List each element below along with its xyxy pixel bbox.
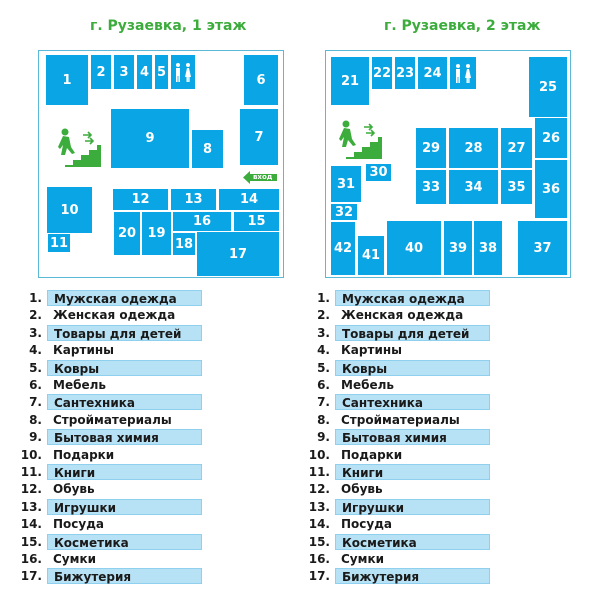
legend-number: 12. bbox=[308, 482, 330, 497]
legend-number: 16. bbox=[308, 552, 330, 566]
legend-item bbox=[12, 481, 282, 497]
legend-number: 11. bbox=[308, 465, 330, 479]
legend-number: 10. bbox=[20, 447, 42, 462]
legend-item bbox=[12, 534, 282, 550]
legend-item bbox=[300, 412, 570, 428]
room-5[interactable]: 5 bbox=[154, 54, 169, 90]
room-7[interactable]: 7 bbox=[239, 108, 279, 166]
legend-item bbox=[300, 307, 570, 323]
legend-store-name: Ковры bbox=[47, 360, 202, 376]
legend-item bbox=[300, 290, 570, 306]
legend-item bbox=[12, 499, 282, 515]
legend-item bbox=[12, 516, 282, 532]
legend-store-name: Подарки bbox=[53, 447, 115, 462]
legend-number: 10. bbox=[308, 447, 330, 462]
legend-store-name: Книги bbox=[47, 464, 202, 480]
legend-item bbox=[300, 516, 570, 532]
legend-store-name: Картины bbox=[341, 343, 403, 358]
room-2[interactable]: 2 bbox=[90, 54, 112, 90]
legend-store-name: Бижутерия bbox=[335, 568, 490, 584]
legend-number: 14. bbox=[308, 517, 330, 532]
legend-number: 8. bbox=[317, 412, 330, 427]
legend-number: 5. bbox=[29, 360, 42, 375]
restroom-icon bbox=[450, 57, 476, 89]
room-20[interactable]: 20 bbox=[113, 211, 141, 256]
legend-number: 5. bbox=[317, 360, 330, 375]
legend-store-name: Косметика bbox=[47, 534, 202, 550]
legend-store-name: Стройматериалы bbox=[53, 412, 172, 427]
entrance-label: вход bbox=[253, 173, 273, 181]
restroom-block bbox=[170, 54, 196, 90]
legend-store-name: Сантехника bbox=[335, 394, 490, 410]
room-17[interactable]: 17 bbox=[196, 231, 280, 277]
legend-store-name: Игрушки bbox=[47, 499, 202, 515]
legend-store-name: Картины bbox=[53, 343, 115, 358]
legend-item bbox=[300, 325, 570, 341]
room-36[interactable]: 36 bbox=[534, 159, 568, 219]
legend-store-name: Посуда bbox=[341, 517, 393, 532]
room-11[interactable]: 11 bbox=[47, 233, 71, 253]
legend-number: 4. bbox=[317, 343, 330, 358]
legend-number: 15. bbox=[20, 534, 42, 549]
stairs-icon bbox=[57, 127, 103, 167]
legend-number: 6. bbox=[29, 378, 42, 392]
legend-store-name: Косметика bbox=[335, 534, 490, 550]
legend-number: 8. bbox=[29, 412, 42, 427]
legend-number: 1. bbox=[317, 291, 330, 305]
room-24[interactable]: 24 bbox=[417, 56, 448, 90]
room-34[interactable]: 34 bbox=[448, 169, 499, 205]
room-41[interactable]: 41 bbox=[357, 235, 385, 276]
legend-store-name: Мужская одежда bbox=[335, 290, 490, 306]
legend-number: 17. bbox=[308, 569, 330, 584]
restroom-icon bbox=[171, 55, 195, 89]
legend-item bbox=[12, 394, 282, 410]
room-6[interactable]: 6 bbox=[243, 54, 279, 106]
floor2-plan bbox=[325, 50, 571, 278]
legend-number: 17. bbox=[20, 569, 42, 584]
room-15[interactable]: 15 bbox=[233, 211, 280, 232]
legend-item bbox=[12, 447, 282, 463]
legend-item bbox=[300, 447, 570, 463]
legend-store-name: Товары для детей bbox=[47, 325, 202, 341]
legend-store-name: Обувь bbox=[341, 482, 383, 497]
legend-number: 2. bbox=[317, 308, 330, 323]
room-38[interactable]: 38 bbox=[473, 220, 503, 276]
legend-number: 11. bbox=[20, 465, 42, 479]
legend-item bbox=[12, 568, 282, 584]
legend-store-name: Женская одежда bbox=[341, 308, 464, 323]
legend-store-name: Стройматериалы bbox=[341, 412, 460, 427]
legend-number: 2. bbox=[29, 308, 42, 323]
room-10[interactable]: 10 bbox=[46, 186, 93, 234]
room-37[interactable]: 37 bbox=[517, 220, 568, 276]
room-19[interactable]: 19 bbox=[141, 211, 172, 256]
room-8[interactable]: 8 bbox=[191, 129, 224, 169]
legend-item bbox=[300, 429, 570, 445]
room-32[interactable]: 32 bbox=[330, 203, 358, 221]
legend-item bbox=[300, 394, 570, 410]
room-27[interactable]: 27 bbox=[500, 127, 533, 169]
legend-number: 14. bbox=[20, 517, 42, 532]
legend-number: 7. bbox=[317, 395, 330, 410]
legend-number: 3. bbox=[317, 325, 330, 340]
legend-store-name: Сантехника bbox=[47, 394, 202, 410]
legend-item bbox=[12, 412, 282, 428]
room-26[interactable]: 26 bbox=[534, 117, 568, 159]
legend-store-name: Обувь bbox=[53, 482, 95, 497]
legend-item bbox=[12, 307, 282, 323]
legend-item bbox=[300, 499, 570, 515]
floor1-title: г. Рузаевка, 1 этаж bbox=[90, 18, 247, 34]
room-1[interactable]: 1 bbox=[45, 54, 89, 106]
room-21[interactable]: 21 bbox=[330, 56, 370, 106]
room-23[interactable]: 23 bbox=[394, 56, 416, 90]
legend-item bbox=[300, 464, 570, 480]
legend-store-name: Мебель bbox=[53, 378, 106, 392]
legend-number: 13. bbox=[308, 499, 330, 514]
room-42[interactable]: 42 bbox=[330, 221, 356, 276]
legend-item bbox=[12, 290, 282, 306]
room-39[interactable]: 39 bbox=[443, 220, 473, 276]
room-33[interactable]: 33 bbox=[415, 169, 447, 205]
legend-number: 12. bbox=[20, 482, 42, 497]
room-35[interactable]: 35 bbox=[500, 169, 533, 205]
room-16[interactable]: 16 bbox=[172, 211, 232, 232]
legend-store-name: Женская одежда bbox=[53, 308, 176, 323]
legend-number: 9. bbox=[29, 430, 42, 445]
legend-item bbox=[300, 360, 570, 376]
legend-number: 9. bbox=[317, 430, 330, 445]
legend-item bbox=[12, 377, 282, 393]
room-31[interactable]: 31 bbox=[330, 165, 362, 203]
legend-store-name: Ковры bbox=[335, 360, 490, 376]
room-30[interactable]: 30 bbox=[365, 163, 392, 182]
room-14[interactable]: 14 bbox=[218, 188, 280, 211]
room-3[interactable]: 3 bbox=[113, 54, 135, 90]
legend-store-name: Сумки bbox=[341, 552, 384, 566]
room-22[interactable]: 22 bbox=[371, 56, 393, 90]
legend-store-name: Бытовая химия bbox=[335, 429, 490, 445]
legend-item bbox=[12, 551, 282, 567]
legend-item bbox=[12, 360, 282, 376]
legend-store-name: Бижутерия bbox=[47, 568, 202, 584]
legend-store-name: Товары для детей bbox=[335, 325, 490, 341]
legend-item bbox=[300, 377, 570, 393]
legend-number: 15. bbox=[308, 534, 330, 549]
legend-store-name: Подарки bbox=[341, 447, 403, 462]
stairs-icon-2 bbox=[338, 119, 384, 159]
legend-number: 13. bbox=[20, 499, 42, 514]
legend-store-name: Книги bbox=[335, 464, 490, 480]
room-25[interactable]: 25 bbox=[528, 56, 568, 118]
legend-number: 1. bbox=[29, 291, 42, 305]
floor2-title: г. Рузаевка, 2 этаж bbox=[384, 18, 541, 34]
legend-number: 3. bbox=[29, 325, 42, 340]
legend-item bbox=[12, 342, 282, 358]
legend-item bbox=[300, 342, 570, 358]
legend-number: 4. bbox=[29, 343, 42, 358]
legend-item bbox=[12, 325, 282, 341]
legend-item bbox=[300, 534, 570, 550]
room-12[interactable]: 12 bbox=[112, 188, 169, 211]
legend-item bbox=[300, 481, 570, 497]
legend-item bbox=[300, 568, 570, 584]
legend-item bbox=[12, 464, 282, 480]
legend-number: 16. bbox=[20, 552, 42, 566]
room-13[interactable]: 13 bbox=[170, 188, 217, 211]
legend-store-name: Мужская одежда bbox=[47, 290, 202, 306]
legend-number: 6. bbox=[317, 378, 330, 392]
room-9[interactable]: 9 bbox=[110, 108, 190, 169]
room-29[interactable]: 29 bbox=[415, 127, 447, 169]
room-18[interactable]: 18 bbox=[172, 232, 196, 256]
room-4[interactable]: 4 bbox=[136, 54, 153, 90]
legend-store-name: Посуда bbox=[53, 517, 105, 532]
legend-store-name: Сумки bbox=[53, 552, 96, 566]
legend-item bbox=[300, 551, 570, 567]
legend-store-name: Игрушки bbox=[335, 499, 490, 515]
room-28[interactable]: 28 bbox=[448, 127, 499, 169]
room-40[interactable]: 40 bbox=[386, 220, 442, 276]
floor1-plan bbox=[38, 50, 284, 278]
legend-item bbox=[12, 429, 282, 445]
legend-store-name: Бытовая химия bbox=[47, 429, 202, 445]
legend-number: 7. bbox=[29, 395, 42, 410]
restroom-block-2 bbox=[449, 56, 477, 90]
legend-store-name: Мебель bbox=[341, 378, 394, 392]
